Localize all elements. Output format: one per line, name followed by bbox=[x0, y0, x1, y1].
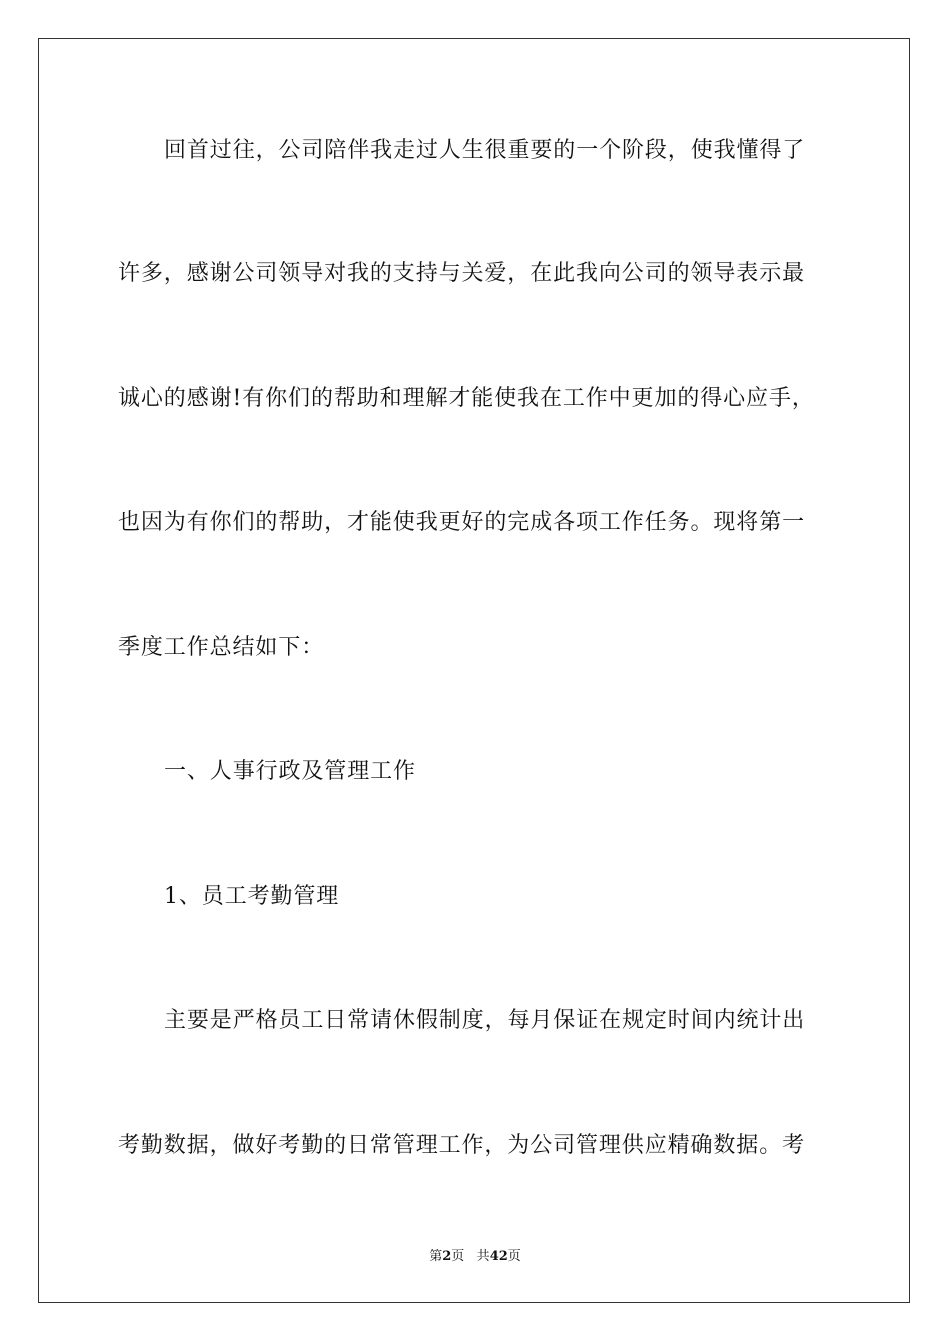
total-suffix: 页 bbox=[507, 1249, 521, 1264]
page-frame bbox=[38, 38, 910, 1303]
paragraph-line: 季度工作总结如下： bbox=[118, 635, 325, 660]
section-heading: 一、人事行政及管理工作 bbox=[164, 759, 416, 784]
total-prefix: 共 bbox=[476, 1249, 490, 1264]
paragraph-line: 回首过往，公司陪伴我走过人生很重要的一个阶段，使我懂得了 bbox=[164, 138, 806, 163]
total-pages: 42 bbox=[489, 1249, 508, 1264]
paragraph-line: 主要是严格员工日常请休假制度，每月保证在规定时间内统计出 bbox=[164, 1008, 806, 1033]
paragraph-line: 考勤数据，做好考勤的日常管理工作，为公司管理供应精确数据。考 bbox=[118, 1133, 806, 1158]
page-footer bbox=[0, 1248, 950, 1266]
paragraph-line: 也因为有你们的帮助，才能使我更好的完成各项工作任务。现将第一 bbox=[118, 510, 806, 535]
subsection-heading: 1、员工考勤管理 bbox=[164, 884, 340, 909]
page-number: 2 bbox=[442, 1249, 452, 1264]
paragraph-line: 许多，感谢公司领导对我的支持与关爱，在此我向公司的领导表示最 bbox=[118, 261, 806, 286]
paragraph-line: 诚心的感谢!有你们的帮助和理解才能使我在工作中更加的得心应手， bbox=[118, 386, 815, 411]
page-suffix: 页 bbox=[451, 1249, 465, 1264]
page-prefix: 第 bbox=[429, 1249, 443, 1264]
